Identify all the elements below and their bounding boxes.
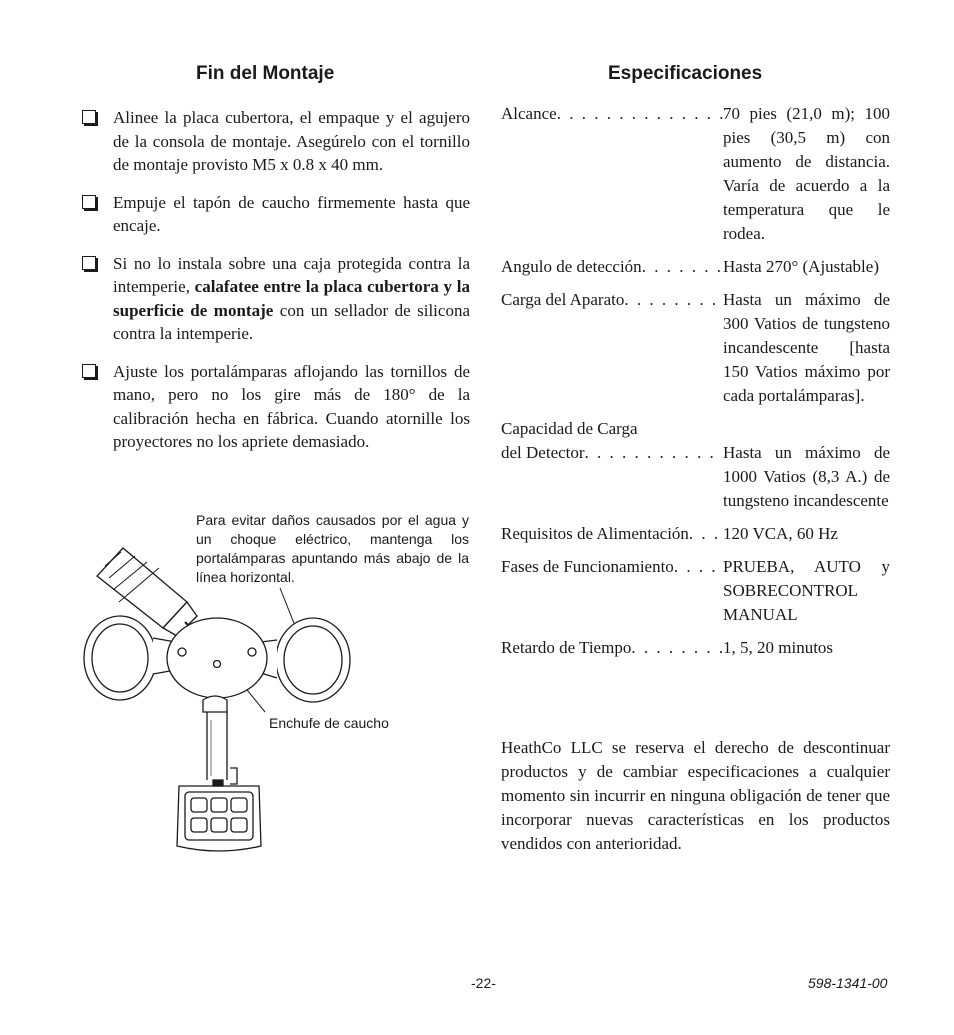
water-damage-callout: Para evitar daños causados por el agua y un choque eléctrico, mantenga los portalámparas apuntando más abajo de la línea horizontal. [196,512,469,585]
step-text: Alinee la placa cubertora, el empaque y el agujero de la consola de montaje. Asegúrelo con el tornillo de montaje provisto M5 x 0.8 x 40 mm. [113,108,470,174]
spec-row-operating-modes [501,555,890,627]
leader-dots [585,441,723,465]
section-heading-assembly: Fin del Montaje [196,63,335,84]
leader-dots [557,102,723,126]
assembly-step [80,360,470,454]
checkbox-icon [82,195,96,209]
spec-value: 1, 5, 20 minutos [723,638,834,657]
spec-value: 120 VCA, 60 Hz [723,524,838,543]
spec-row-detector-capacity [501,417,890,513]
leader-dots [631,636,723,660]
assembly-step [80,191,470,238]
spec-value: Hasta un máximo de 300 Vatios de tungsteno incandescente [hasta 150 Vatios máximo por cada portalámparas]. [723,290,890,405]
assembly-step-list [80,106,470,468]
spec-label: Carga del Aparato [501,290,625,309]
checkbox-icon [82,110,96,124]
page-number: -22- [471,975,496,991]
spec-label: Retardo de Tiempo [501,638,632,657]
step-text: con un sellador de silicona contra la intemperie. [113,300,470,343]
spec-value: 70 pies (21,0 m); 100 pies (30,5 m) con aumento de distancia. Varía de acuerdo a la temperatura que le rodea. [723,104,890,243]
document-code: 598-1341-00 [808,975,888,991]
rubber-plug-label: Enchufe de caucho [269,715,389,731]
spec-label: Alcance [501,104,557,123]
spec-value: PRUEBA, AUTO y SOBRECONTROL MANUAL [723,557,890,624]
leader-dots [642,255,723,279]
spec-row-time-delay [501,636,890,660]
specifications-list [501,102,890,669]
spec-row-power-requirements [501,522,890,546]
assembly-step [80,106,470,177]
leader-dots [689,522,723,546]
sensor-arm-icon [203,696,237,784]
spec-label: Fases de Funcionamiento [501,557,674,576]
spec-label: Requisitos de Alimentación [501,524,689,543]
spec-value: Hasta un máximo de 1000 Vatios (8,3 A.) de tungsteno incandescente [723,443,890,510]
checkbox-icon [82,364,96,378]
floodlight-illustration [75,540,395,860]
checkbox-icon [82,256,96,270]
spec-value: Hasta 270° (Ajustable) [723,257,879,276]
step-text: Si no lo instala sobre una caja protegida contra la intemperie, [113,253,470,296]
disclaimer-paragraph: HeathCo LLC se reserva el derecho de descontinuar productos y de cambiar especificaciones a cualquier momento sin incurrir en ninguna obligación de tener que incorporar nuevas características en los productos vendidos con anterioridad. [501,738,890,853]
assembly-step [80,252,470,346]
step-text: Ajuste los portalámparas aflojando las tornillos de mano, pero no los gire más de 180° de la calibración hecha en fábrica. Cuando atornille los proyectores no los apriete demasiado. [113,361,470,451]
section-heading-specifications: Especificaciones [608,63,763,84]
spec-label: Angulo de detección [501,257,642,276]
step-text: Empuje el tapón de caucho firmemente hasta que encaje. [113,192,470,235]
spec-label: Capacidad de Carga [501,419,638,438]
leader-dots [624,288,723,312]
leader-dots [674,555,723,579]
step-text-emphasis: calafatee entre la placa cubertora y la superficie de montaje [113,277,470,320]
spec-row-fixture-load [501,288,890,408]
spec-label: del Detector [501,443,585,462]
spec-row-range [501,102,890,246]
motion-sensor-icon [177,780,261,851]
mounting-plate-icon [167,618,267,698]
spec-row-detection-angle [501,255,890,279]
